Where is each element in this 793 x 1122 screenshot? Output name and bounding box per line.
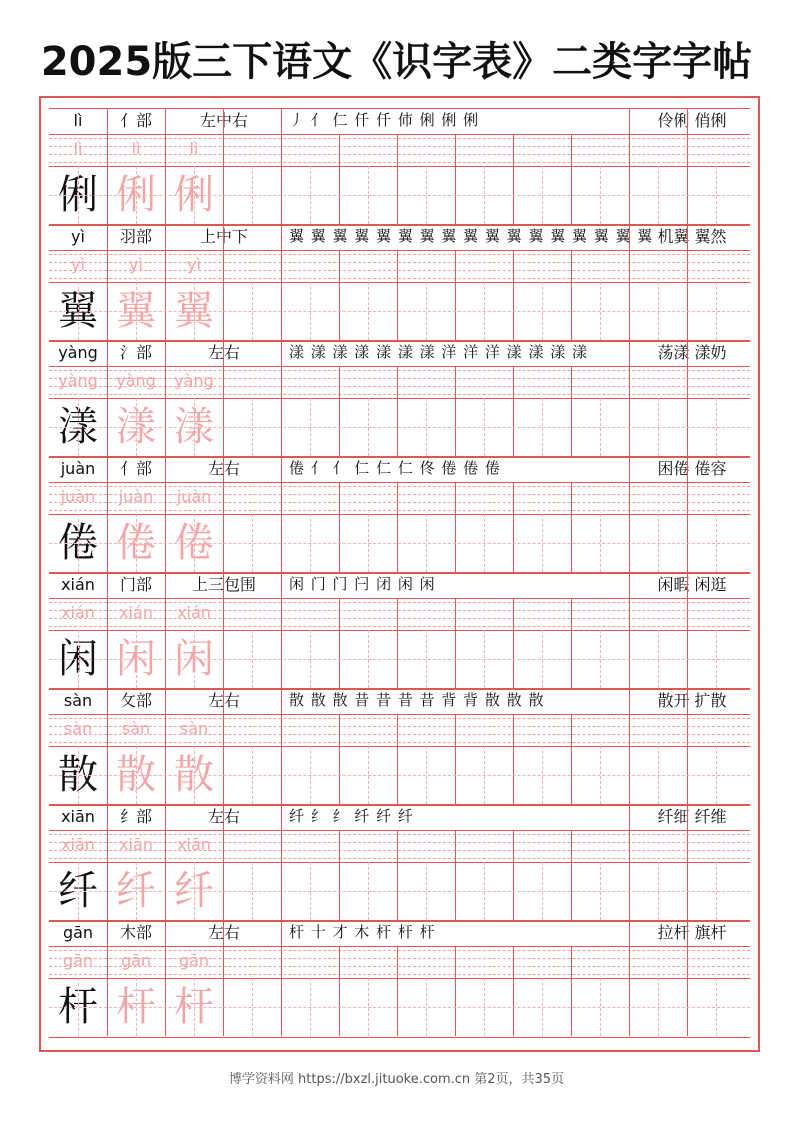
grid-line	[223, 108, 224, 224]
model-character: 杆	[58, 984, 98, 1030]
grid-line	[339, 134, 340, 224]
grid-line	[687, 688, 688, 804]
grid-line	[571, 250, 572, 340]
word-examples: 拉杆 旗杆	[657, 923, 727, 942]
grid-line	[223, 920, 224, 1036]
pinyin-label: juàn	[60, 459, 96, 478]
pinyin-guide-line	[49, 278, 750, 279]
structure-label: 左右	[207, 343, 240, 362]
char-block	[49, 108, 750, 224]
grid-line	[629, 804, 630, 920]
grid-line	[687, 224, 688, 340]
radical-label: 攵部	[119, 691, 152, 710]
grid-line	[687, 572, 688, 688]
pinyin-trace: yì	[71, 255, 85, 274]
grid-line	[513, 714, 514, 804]
radical-label: 羽部	[119, 227, 152, 246]
pinyin-trace: yì	[129, 255, 143, 274]
word-examples: 闲暇 闲逛	[657, 575, 727, 594]
structure-label: 上中下	[199, 227, 248, 246]
structure-label: 左中右	[199, 111, 248, 130]
pinyin-label: xiān	[61, 807, 95, 826]
trace-character: 翼	[116, 288, 156, 334]
stroke-order: 丿 亻 仁 仟 仟 伂 俐 俐 俐	[289, 111, 480, 129]
grid-line	[165, 224, 166, 340]
char-block	[49, 340, 750, 456]
page-footer: 博学资料网 https://bxzl.jituoke.com.cn 第2页，共35页	[228, 1072, 565, 1087]
grid-line	[397, 482, 398, 572]
char-block	[49, 456, 750, 572]
stroke-order: 倦 亻 亻 仁 仁 仁 佟 倦 倦 倦	[289, 459, 501, 477]
grid-line	[223, 804, 224, 920]
pinyin-guide-line	[49, 742, 750, 743]
grid-line	[165, 456, 166, 572]
trace-character: 倦	[116, 520, 156, 566]
trace-character: 纤	[174, 868, 214, 914]
grid-line	[629, 108, 630, 224]
grid-line	[687, 804, 688, 920]
grid-line	[571, 714, 572, 804]
grid-line	[281, 108, 282, 224]
grid-line	[629, 224, 630, 340]
grid-line	[397, 830, 398, 920]
cell-guide	[49, 543, 750, 544]
pinyin-trace: sàn	[179, 719, 209, 738]
grid-line	[165, 572, 166, 688]
grid-line	[629, 920, 630, 1036]
pinyin-trace: xiān	[177, 835, 211, 854]
char-block	[49, 688, 750, 804]
grid-line	[397, 134, 398, 224]
grid-line	[107, 572, 108, 688]
structure-label: 左右	[207, 691, 240, 710]
trace-character: 闲	[174, 636, 214, 682]
grid-line	[513, 482, 514, 572]
trace-character: 俐	[174, 172, 214, 218]
pinyin-trace: lì	[189, 139, 199, 158]
stroke-order: 漾 漾 漾 漾 漾 漾 漾 洋 洋 洋 漾 漾 漾 漾	[289, 343, 588, 361]
grid-line	[687, 456, 688, 572]
grid-line	[107, 340, 108, 456]
grid-line	[629, 572, 630, 688]
grid-line	[339, 714, 340, 804]
grid-line	[223, 224, 224, 340]
pinyin-guide-line	[49, 974, 750, 975]
grid-line	[455, 946, 456, 1036]
model-character: 俐	[58, 172, 98, 218]
grid-line	[165, 108, 166, 224]
grid-line	[571, 366, 572, 456]
trace-character: 散	[174, 752, 214, 798]
radical-label: 亻部	[119, 459, 152, 478]
grid-line	[339, 946, 340, 1036]
grid-line	[165, 688, 166, 804]
trace-character: 闲	[116, 636, 156, 682]
trace-character: 漾	[174, 404, 214, 450]
cell-guide	[49, 195, 750, 196]
cell-guide	[49, 891, 750, 892]
pinyin-trace: juàn	[118, 487, 154, 506]
grid-line	[281, 804, 282, 920]
trace-character: 漾	[116, 404, 156, 450]
pinyin-label: gān	[62, 923, 94, 942]
pinyin-trace: xián	[61, 603, 95, 622]
grid-line	[107, 688, 108, 804]
grid-line	[513, 598, 514, 688]
grid-line	[513, 366, 514, 456]
grid-line	[339, 366, 340, 456]
trace-character: 杆	[174, 984, 214, 1030]
pinyin-guide-line	[49, 510, 750, 511]
pinyin-trace: gān	[178, 951, 210, 970]
grid-line	[629, 340, 630, 456]
trace-character: 杆	[116, 984, 156, 1030]
grid-line	[455, 366, 456, 456]
structure-label: 左右	[207, 923, 240, 942]
pinyin-trace: sàn	[63, 719, 93, 738]
word-examples: 困倦 倦容	[657, 459, 727, 478]
grid-line	[281, 688, 282, 804]
radical-label: 门部	[119, 575, 152, 594]
model-character: 漾	[58, 404, 98, 450]
structure-label: 上三包围	[191, 575, 256, 594]
trace-character: 纤	[116, 868, 156, 914]
pinyin-trace: gān	[120, 951, 152, 970]
pinyin-guide-line	[49, 162, 750, 163]
pinyin-guide-line	[49, 394, 750, 395]
grid-line	[165, 804, 166, 920]
grid-line	[281, 224, 282, 340]
pinyin-trace: xiān	[61, 835, 95, 854]
grid-line	[513, 134, 514, 224]
grid-line	[571, 830, 572, 920]
trace-character: 散	[116, 752, 156, 798]
structure-label: 左右	[207, 459, 240, 478]
grid-line	[455, 714, 456, 804]
grid-line	[397, 250, 398, 340]
grid-line	[223, 572, 224, 688]
cell-guide	[49, 659, 750, 660]
pinyin-label: lì	[73, 111, 83, 130]
grid-line	[397, 598, 398, 688]
pinyin-guide-line	[49, 858, 750, 859]
grid-line	[513, 250, 514, 340]
pinyin-guide-line	[49, 626, 750, 627]
grid-line	[281, 920, 282, 1036]
radical-label: 纟部	[119, 807, 152, 826]
cell-guide	[49, 427, 750, 428]
grid-line	[281, 340, 282, 456]
stroke-order: 翼 翼 翼 翼 翼 翼 翼 翼 翼 翼 翼 翼 翼 翼 翼 翼 翼	[289, 227, 654, 245]
grid-line	[571, 134, 572, 224]
grid-line	[281, 456, 282, 572]
trace-character: 俐	[116, 172, 156, 218]
pinyin-trace: juàn	[60, 487, 96, 506]
grid-line	[455, 250, 456, 340]
model-character: 翼	[58, 288, 98, 334]
pinyin-trace: lì	[73, 139, 83, 158]
grid-line	[629, 688, 630, 804]
grid-line	[223, 340, 224, 456]
grid-line	[165, 340, 166, 456]
grid-line	[571, 946, 572, 1036]
radical-label: 亻部	[119, 111, 152, 130]
word-examples: 伶俐 俏俐	[657, 111, 727, 130]
grid-line	[687, 920, 688, 1036]
grid-line	[513, 830, 514, 920]
grid-line	[571, 482, 572, 572]
char-block	[49, 224, 750, 340]
grid-line	[339, 830, 340, 920]
pinyin-label: yàng	[58, 343, 98, 362]
pinyin-trace: xiān	[119, 835, 153, 854]
model-character: 纤	[58, 868, 98, 914]
char-block	[49, 920, 750, 1036]
char-block	[49, 804, 750, 920]
grid-line	[455, 830, 456, 920]
pinyin-trace: gān	[62, 951, 94, 970]
model-character: 闲	[58, 636, 98, 682]
grid-line	[397, 714, 398, 804]
stroke-order: 闲 门 门 闩 闭 闲 闲	[289, 575, 436, 593]
grid-line	[107, 804, 108, 920]
grid-line	[107, 456, 108, 572]
pinyin-trace: yàng	[174, 371, 214, 390]
radical-label: 木部	[119, 923, 152, 942]
grid-line	[513, 946, 514, 1036]
pinyin-trace: xián	[119, 603, 153, 622]
grid-line	[571, 598, 572, 688]
grid-line	[107, 224, 108, 340]
grid-line	[455, 134, 456, 224]
word-examples: 散开 扩散	[657, 691, 727, 710]
char-block	[49, 572, 750, 688]
structure-label: 左右	[207, 807, 240, 826]
model-character: 倦	[58, 520, 98, 566]
pinyin-trace: yàng	[116, 371, 156, 390]
grid-line	[223, 688, 224, 804]
grid-line	[455, 482, 456, 572]
grid-line	[107, 108, 108, 224]
grid-line	[397, 946, 398, 1036]
pinyin-trace: lì	[131, 139, 141, 158]
cell-guide	[49, 775, 750, 776]
grid-line	[339, 482, 340, 572]
grid-line	[687, 340, 688, 456]
pinyin-trace: juàn	[176, 487, 212, 506]
pinyin-trace: xián	[177, 603, 211, 622]
word-examples: 纤细 纤维	[657, 807, 727, 826]
stroke-order: 纤 纟 纟 纤 纤 纤	[289, 807, 414, 825]
grid-line	[455, 598, 456, 688]
page-title: 2025版三下语文《识字表》二类字字帖	[40, 39, 753, 85]
grid-line	[107, 920, 108, 1036]
stroke-order: 杆 十 才 木 杆 杆 杆	[289, 923, 436, 941]
grid-line	[281, 572, 282, 688]
pinyin-trace: yì	[187, 255, 201, 274]
grid-line	[687, 108, 688, 224]
grid-line	[339, 250, 340, 340]
grid-line	[629, 456, 630, 572]
word-examples: 荡漾 漾奶	[657, 343, 727, 362]
pinyin-label: sàn	[63, 691, 93, 710]
model-character: 散	[58, 752, 98, 798]
pinyin-label: xián	[61, 575, 95, 594]
pinyin-label: yì	[71, 227, 85, 246]
pinyin-trace: sàn	[121, 719, 151, 738]
stroke-order: 散 散 散 昔 昔 昔 昔 背 背 散 散 散	[289, 691, 545, 709]
pinyin-trace: yàng	[58, 371, 98, 390]
cell-guide	[49, 1007, 750, 1008]
grid-line	[339, 598, 340, 688]
word-examples: 机翼 翼然	[657, 227, 727, 246]
cell-guide	[49, 311, 750, 312]
grid-line	[165, 920, 166, 1036]
practice-sheet	[39, 96, 760, 1052]
grid-line	[223, 456, 224, 572]
grid-line	[397, 366, 398, 456]
trace-character: 倦	[174, 520, 214, 566]
radical-label: 氵部	[119, 343, 152, 362]
trace-character: 翼	[174, 288, 214, 334]
